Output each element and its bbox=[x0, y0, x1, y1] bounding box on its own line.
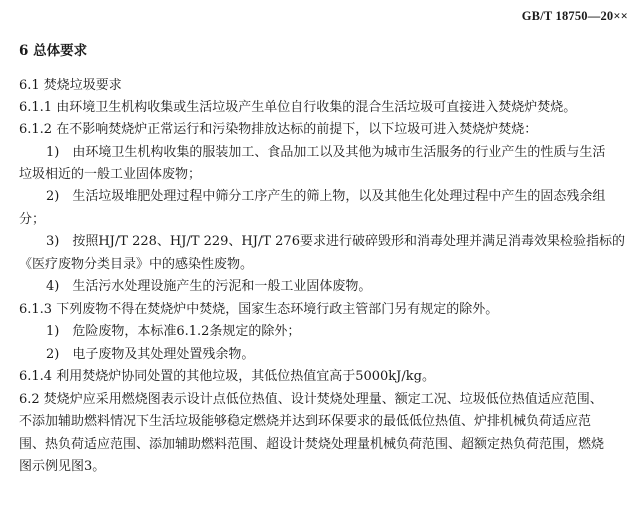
clause-6-2-cont-1: 不添加辅助燃料情况下生活垃圾能够稳定燃烧并达到环保要求的最低低位热值、炉排机械负荷适应范 bbox=[19, 414, 592, 429]
list-item-4: 4) 生活污水处理设施产生的污泥和一般工业固体废物。 bbox=[46, 279, 372, 294]
clause-6-1-4: 6.1.4 利用焚烧炉协同处置的其他垃圾，其低位热值宜高于5000kJ/kg。 bbox=[19, 369, 435, 384]
subsection-heading: 6.1 焚烧垃圾要求 bbox=[19, 78, 122, 93]
clause-6-2-cont-3: 图示例见图3。 bbox=[19, 459, 106, 474]
list-item-3: 3) 按照HJ/T 228、HJ/T 229、HJ/T 276要求进行破碎毁形和消毒处理并满足消毒效果检验指标的 bbox=[46, 234, 625, 249]
clause-6-2: 6.2 焚烧炉应采用燃烧图表示设计点低位热值、设计焚烧处理量、额定工况、垃圾低位热值适应范围、 bbox=[19, 392, 603, 407]
clause-6-1-1: 6.1.1 由环境卫生机构收集或生活垃圾产生单位自行收集的混合生活垃圾可直接进入焚烧炉焚烧。 bbox=[19, 100, 577, 115]
standard-code-header: GB/T 18750—20×× bbox=[521, 9, 628, 23]
list-item-2: 2) 生活垃圾堆肥处理过程中筛分工序产生的筛上物，以及其他生化处理过程中产生的固态残余组 bbox=[46, 189, 606, 204]
list-item-1-cont: 垃圾相近的一般工业固体废物； bbox=[19, 167, 202, 182]
list-item-2-cont: 分； bbox=[19, 212, 46, 227]
list-item-1: 1) 由环境卫生机构收集的服装加工、食品加工以及其他为城市生活服务的行业产生的性质与生活 bbox=[46, 145, 606, 160]
clause-6-1-3: 6.1.3 下列废物不得在焚烧炉中焚烧，国家生态环境行政主管部门另有规定的除外。 bbox=[19, 302, 499, 317]
list-item-1b: 1) 危险废物，本标准6.1.2条规定的除外； bbox=[46, 324, 301, 339]
clause-6-1-2: 6.1.2 在不影响焚烧炉正常运行和污染物排放达标的前提下，以下垃圾可进入焚烧炉焚烧： bbox=[19, 122, 538, 137]
list-item-2b: 2) 电子废物及其处理处置残余物。 bbox=[46, 347, 255, 362]
list-item-3-cont: 《医疗废物分类目录》中的感染性废物。 bbox=[19, 257, 254, 272]
section-heading: 6 总体要求 bbox=[19, 43, 88, 59]
clause-6-2-cont-2: 围、热负荷适应范围、添加辅助燃料范围、超设计焚烧处理量机械负荷范围、超额定热负荷范围，燃烧 bbox=[19, 437, 605, 452]
